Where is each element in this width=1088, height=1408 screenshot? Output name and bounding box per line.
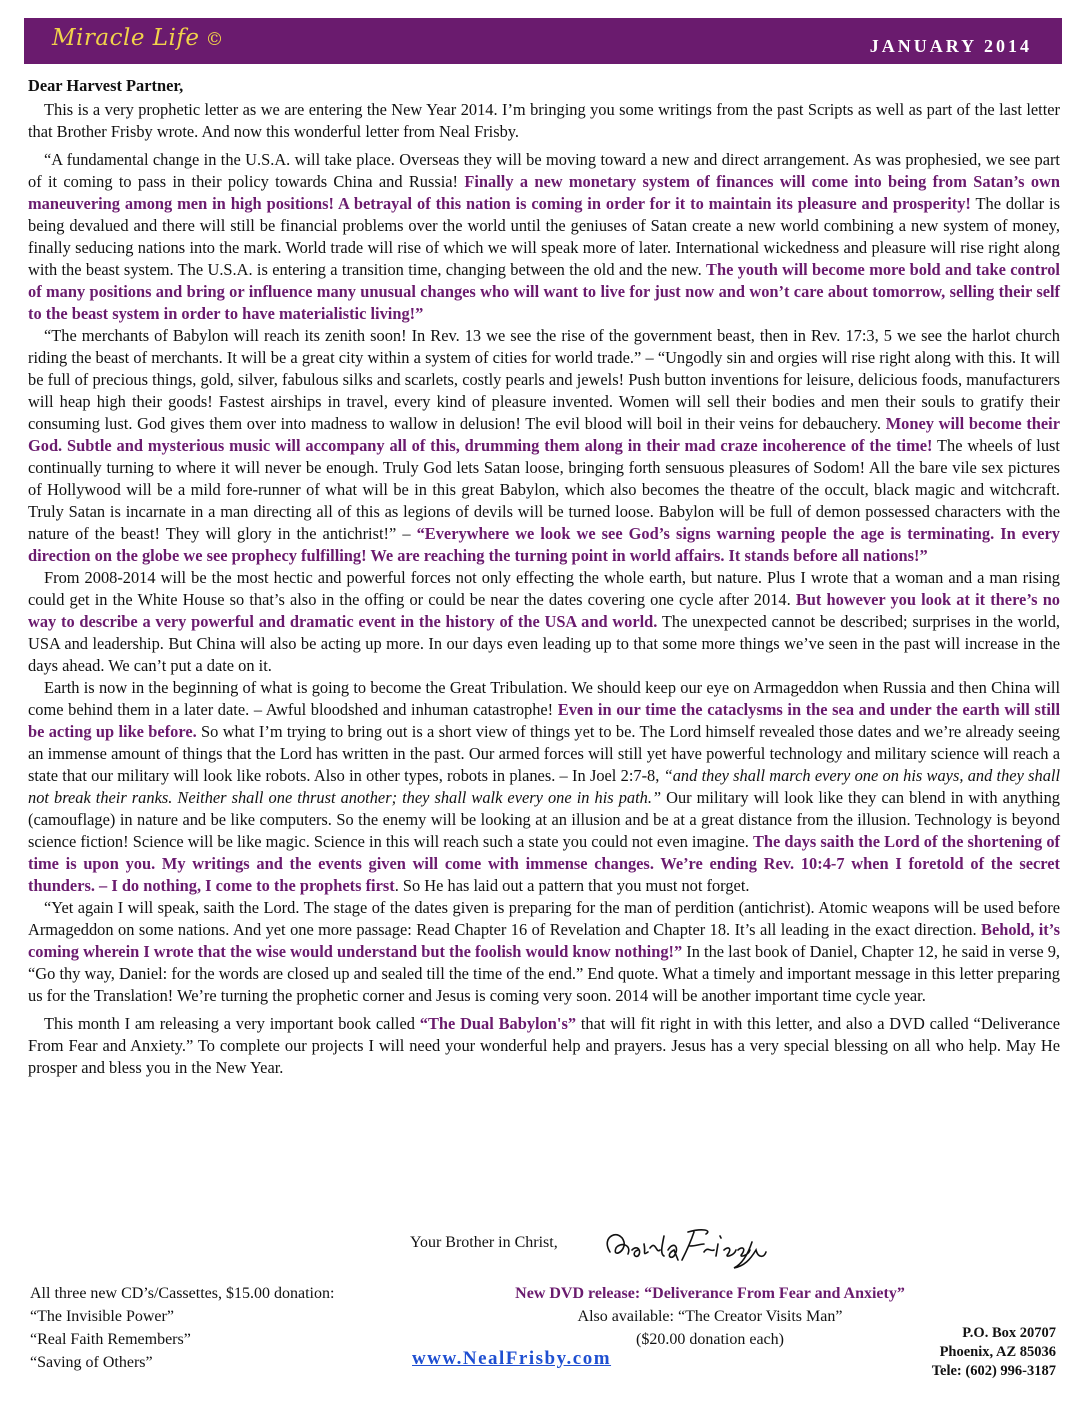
paragraph-change: “A fundamental change in the U.S.A. will take place. Overseas they will be moving toward a new and direct arrangement. As was prophesied, we see part of it coming to pass in their policy towards China and Russia! Finally a new monetary system of finances will come into being from Satan’s own maneuvering among men in high positions! A betrayal of this nation is coming in order for it to maintain its pleasure and prosperity! The dollar is being devalued and there will still be financial problems over the world until the geniuses of Satan create a new world combining a new system of money, finally seducing nations into the mark. World trade will rise of which we will speak more of later. International wickedness and pleasure will rise right along with the beast system. The U.S.A. is entering a transition time, changing between the old and the new. The youth will become more bold and take control of many positions and bring or influence many unusual changes who will want to live for just now and won’t care about tomorrow, selling their self to the beast system in order to have materialistic living!” bbox=[28, 150, 1060, 323]
dvd-also: Also available: “The Creator Visits Man” bbox=[577, 1308, 843, 1325]
cd-item: “The Invisible Power” bbox=[30, 1308, 174, 1325]
highlight-text: But however you look at it there’s no way to describe a very powerful and dramatic event in the history of the USA and world. bbox=[28, 590, 1061, 631]
issue-date: JANUARY 2014 bbox=[869, 36, 1032, 56]
highlight-text: Money will become their God. Subtle and mysterious music will accompany all of this, drumming them along in their mad craze incoherence of the time! bbox=[28, 414, 1061, 455]
highlight-text: Behold, it’s coming wherein I wrote that the wise would understand but the foolish would know nothing!” bbox=[28, 920, 1060, 961]
book-title: “The Dual Babylon's” bbox=[419, 1014, 577, 1033]
cd-offer bbox=[30, 1282, 334, 1374]
mailing-address: P.O. Box 20707 Phoenix, AZ 85036 Tele: (602) 996-3187 bbox=[931, 1325, 1056, 1379]
paragraph-yet-again: “Yet again I will speak, saith the Lord. The stage of the dates given is preparing for the man of perdition (antichrist). Atomic weapons will be used before Armageddon on some nations. And yet one more passage: Read Chapter 16 of Revelation and Chapter 18. It’s all leading in the exact direction. Behold, it’s coming wherein I wrote that the wise would understand but the foolish would know nothing!” In the last book of Daniel, Chapter 12, he said in verse 9, “Go thy way, Daniel: for the words are closed up and sealed till the time of the end.” End quote. What a timely and important message in this letter preparing us for the Translation! We’re turning the prophetic corner and Jesus is coming very soon. 2014 will be another important time cycle year. bbox=[28, 898, 1061, 1005]
paragraph-intro: This is a very prophetic letter as we are entering the New Year 2014. I’m bringing you some writings from the past Scripts as well as part of the last letter that Brother Frisby wrote. And now this wonderful letter from Neal Frisby. bbox=[28, 100, 1060, 141]
highlight-text: Finally a new monetary system of finances will come into being from Satan’s own maneuvering among men in high positions! A betrayal of this nation is coming in order for it to maintain its pleasure and prosperity! bbox=[28, 172, 1060, 213]
signature-image bbox=[598, 1222, 798, 1275]
dvd-price: ($20.00 donation each) bbox=[636, 1331, 784, 1348]
dvd-title: New DVD release: “Deliverance From Fear and Anxiety” bbox=[515, 1285, 905, 1302]
cd-item: “Saving of Others” bbox=[30, 1354, 153, 1371]
paragraph-tribulation: Earth is now in the beginning of what is going to become the Great Tribulation. We should keep our eye on Armageddon when Russia and then China will come behind them in a later date. – Awful bloodshed and inhuman catastrophe! Even in our time the cataclysms in the sea and under the earth will still be acting up like before. So what I’m trying to bring out is a short view of things yet to be. The Lord himself revealed those dates and we’re already seeing an immense amount of things that the Lord has written in the past. Our armed forces will still yet have powerful technology and military science will reach a state that our military will look like robots. Also in other types, robots in planes. – In Joel 2:7-8, “and they shall march every one on his ways, and they shall not break their ranks. Neither shall one thrust another; they shall walk every one in his path.” Our military will look like they can blend in with anything (camouflage) in nature and be like computers. So the enemy will be looking at an illusion and be at a great distance from the illusion. Technology is beyond science fiction! Science will be like magic. Science in this will reach such a state you could not even imagine. The days saith the Lord of the shortening of time is upon you. My writings and the events given will come with immense changes. We’re ending Rev. 10:4-7 when I foretold of the secret thunders. – I do nothing, I come to the prophets first. So He has laid out a pattern that you must not forget. bbox=[28, 678, 1061, 895]
brand-logo: Miracle Life © bbox=[52, 25, 225, 51]
highlight-text: “Everywhere we look we see God’s signs warning people the age is terminating. In every direction on the globe we see prophecy fulfilling! We are reaching the turning point in world affairs. It stands before all nations!” bbox=[28, 524, 1061, 565]
salutation: Dear Harvest Partner, bbox=[28, 76, 184, 95]
signoff: Your Brother in Christ, bbox=[410, 1234, 558, 1251]
phone-number: Tele: (602) 996-3187 bbox=[931, 1363, 1056, 1379]
dvd-offer bbox=[470, 1282, 950, 1351]
letter-body bbox=[28, 75, 1060, 1079]
highlight-text: The youth will become more bold and take control of many positions and bring or influence many unusual changes who will want to live for just now and won’t care about tomorrow, selling their self to the beast system in order to have materialistic living!” bbox=[28, 260, 1060, 323]
copyright-mark: © bbox=[205, 29, 225, 50]
scripture-quote: “and they shall march every one on his ways, and they shall not break their ranks. Neither shall one thrust another; they shall walk every one in his path.” bbox=[28, 766, 1061, 807]
highlight-text: The days saith the Lord of the shortening of time is upon you. My writings and the events given will come with immense changes. We’re ending Rev. 10:4-7 when I foretold of the secret thunders. – I do nothing, I come to the prophets first bbox=[28, 832, 1060, 895]
highlight-text: Even in our time the cataclysms in the sea and under the earth will still be acting up like before. bbox=[28, 700, 1060, 741]
paragraph-release: This month I am releasing a very important book called “The Dual Babylon's” that will fit right in with this letter, and also a DVD called “Deliverance From Fear and Anxiety.” To complete our projects I will need your wonderful help and prayers. Jesus has a very special blessing on all who help. May He prosper and bless you in the New Year. bbox=[28, 1014, 1060, 1077]
website-link[interactable]: www.NealFrisby.com bbox=[412, 1348, 612, 1369]
paragraph-2008: From 2008-2014 will be the most hectic and powerful forces not only effecting the whole earth, but nature. Plus I wrote that a woman and a man rising could get in the White House so that’s also in the offing or could be near the dates covering one cycle after 2014. But however you look at it there’s no way to describe a very powerful and dramatic event in the history of the USA and world. The unexpected cannot be described; surprises in the world, USA and leadership. But China will also be acting up more. In our days even leading up to that some more things we’ve seen in the past will increase in the days ahead. We can’t put a date on it. bbox=[28, 568, 1061, 675]
paragraph-babylon: “The merchants of Babylon will reach its zenith soon! In Rev. 13 we see the rise of the government beast, then in Rev. 17:3, 5 we see the harlot church riding the beast of merchants. It will be a great city within a system of cities for world trade.” – “Ungodly sin and orgies will rise right along with this. It will be full of precious things, gold, silver, fabulous silks and scarlets, costly pearls and jewels! Push button inventions for leisure, delicious foods, manufacturers will heap high their goods! Fastest airships in travel, every kind of pleasure invented. Women will sell their bodies and men their souls to gratify their consuming lust. God gives them over into madness to wallow in delusion! The evil blood will boil in their veins for debauchery. Money will become their God. Subtle and mysterious music will accompany all of this, drumming them along in their mad craze incoherence of the time! The wheels of lust continually turning to where it will never be enough. Truly God lets Satan loose, bringing forth sensuous pleasures of Sodom! All the bare vile sex pictures of Hollywood will be a mild fore-runner of what will be in this great Babylon, which also becomes the theatre of the occult, black magic and witchcraft. Truly Satan is incarnate in a man directing all of this as legions of devils will be turned loose. Babylon will be full of demon possessed characters with the nature of the beast! They will glory in the antichrist!” – “Everywhere we look we see God’s signs warning people the age is terminating. In every direction on the globe we see prophecy fulfilling! We are reaching the turning point in world affairs. It stands before all nations!” bbox=[28, 326, 1061, 565]
cd-heading: All three new CD’s/Cassettes, $15.00 donation: bbox=[30, 1285, 335, 1302]
header-banner bbox=[24, 18, 1062, 64]
cd-item: “Real Faith Remembers” bbox=[30, 1331, 191, 1348]
